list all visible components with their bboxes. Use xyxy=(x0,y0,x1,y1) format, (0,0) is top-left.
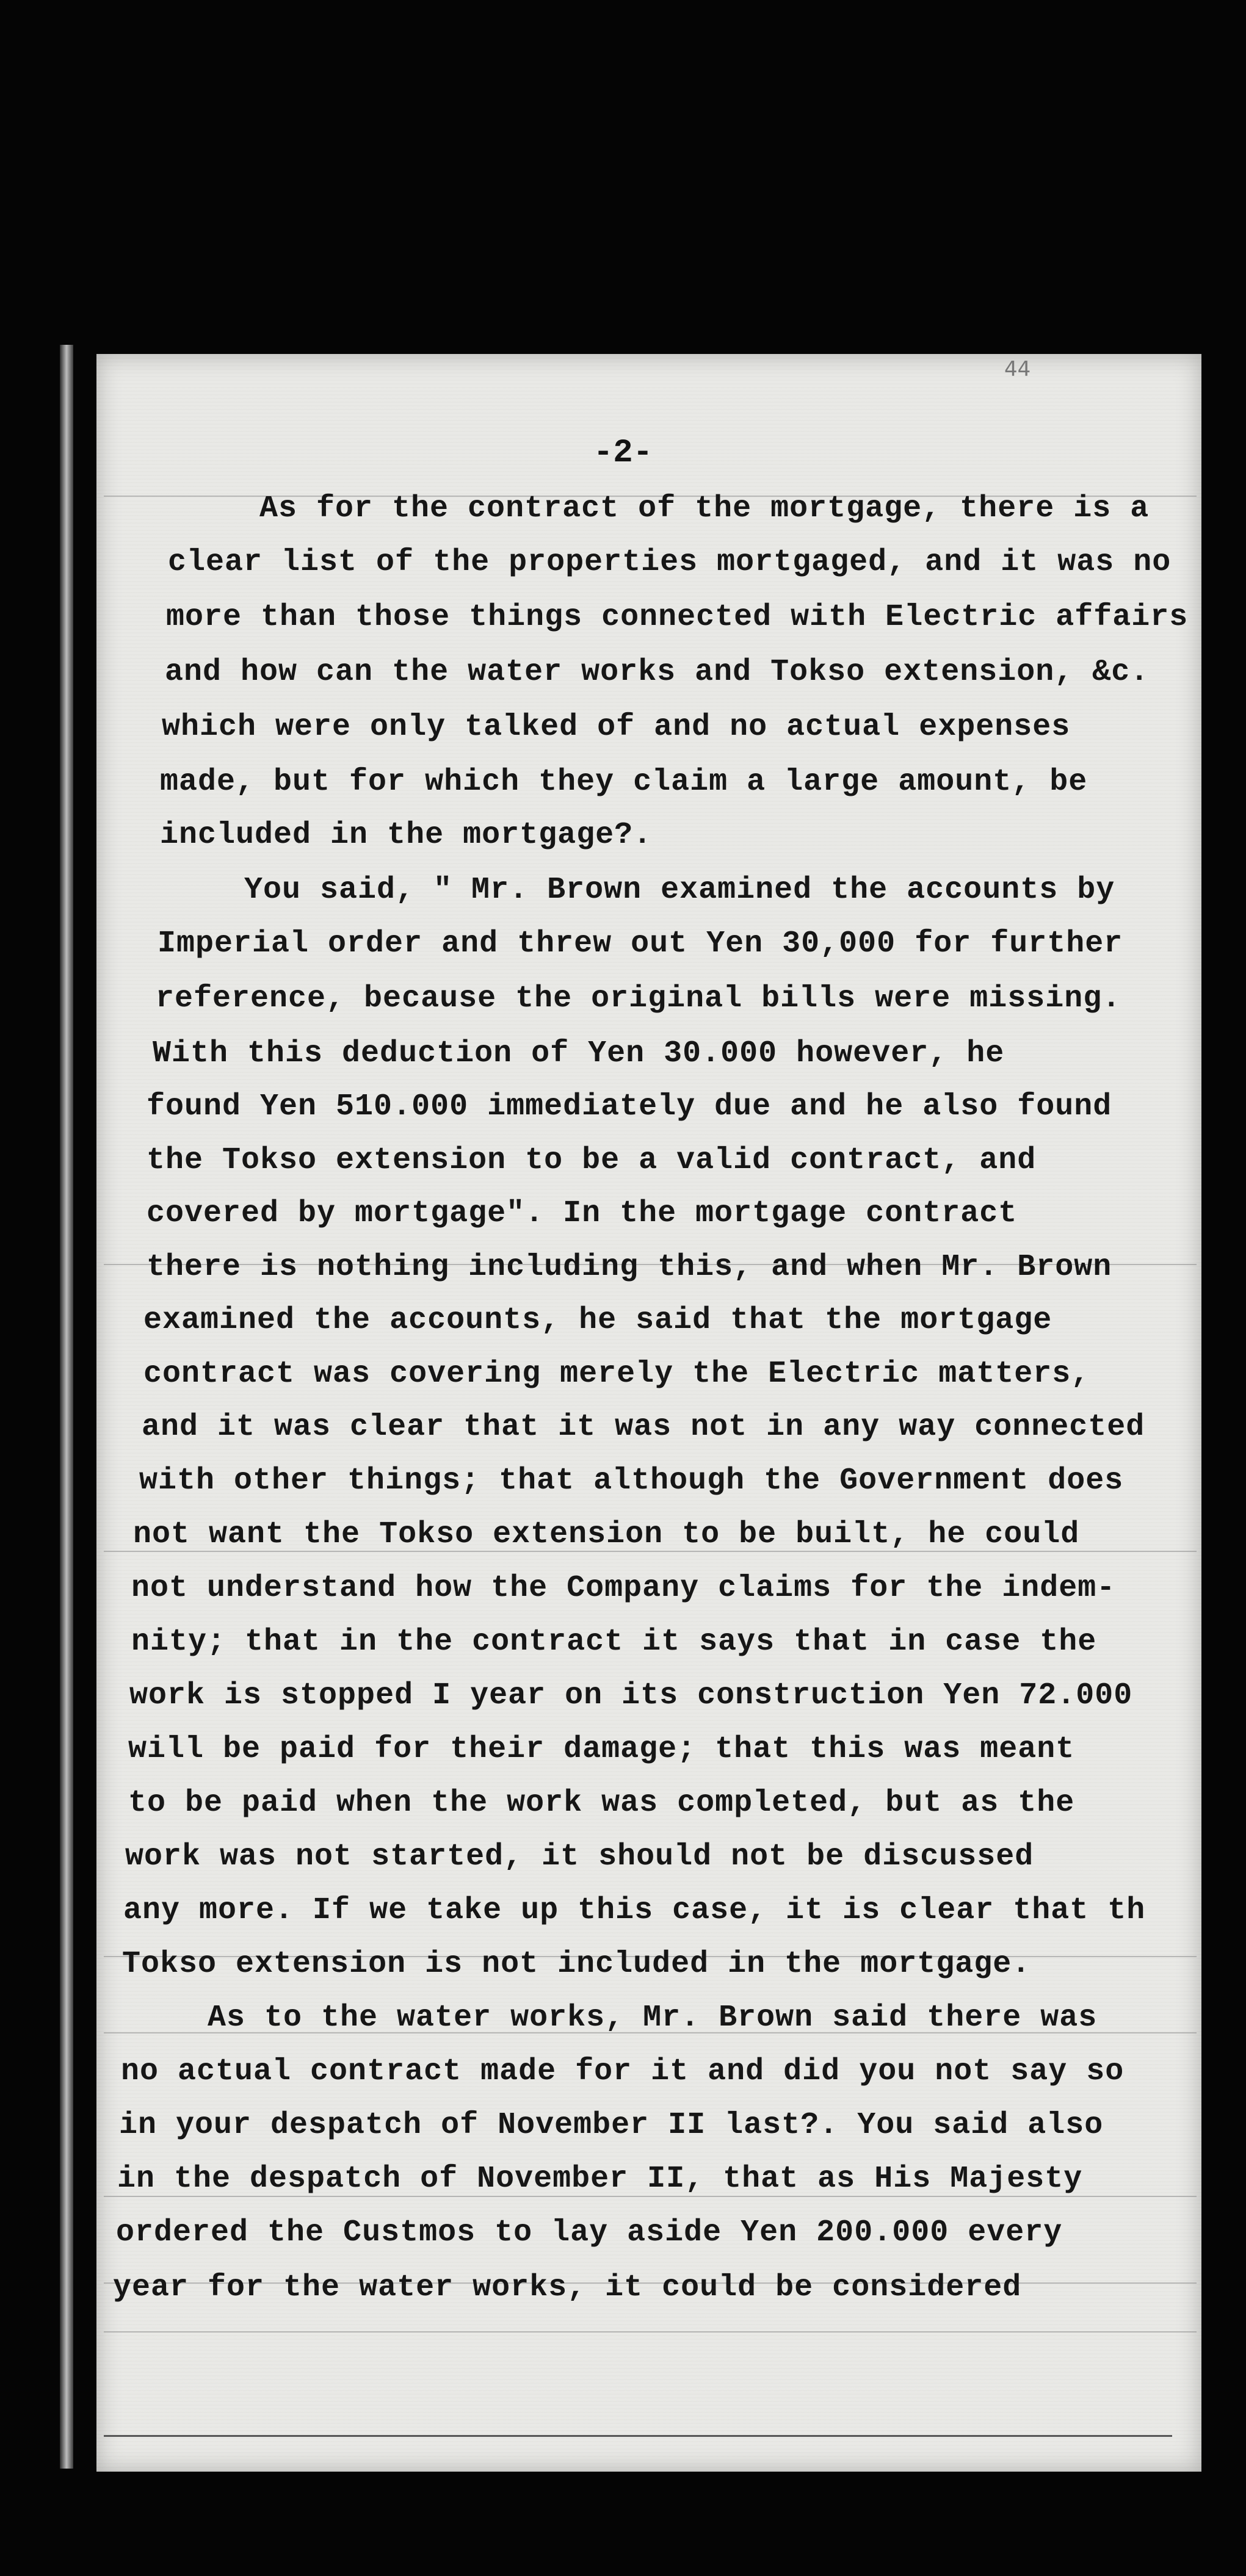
text-line: will be paid for their damage; that this was meant xyxy=(128,1732,1075,1767)
text-line: to be paid when the work was completed, but as the xyxy=(128,1786,1075,1820)
text-line: the Tokso extension to be a valid contract, and xyxy=(147,1143,1037,1178)
text-line: in the despatch of November II, that as His Majesty xyxy=(117,2162,1083,2196)
text-line: Tokso extension is not included in the mortgage. xyxy=(122,1947,1031,1982)
text-line: As for the contract of the mortgage, there is a xyxy=(259,491,1150,526)
text-line: year for the water works, it could be considered xyxy=(113,2270,1022,2305)
text-line: reference, because the original bills were missing. xyxy=(156,981,1121,1016)
text-line: with other things; that although the Government does xyxy=(139,1463,1124,1498)
text-line: and it was clear that it was not in any way connected xyxy=(142,1410,1145,1445)
film-edge xyxy=(60,345,73,2469)
text-line: found Yen 510.000 immediately due and he also found xyxy=(147,1089,1112,1124)
text-line: in your despatch of November II last?. You said also xyxy=(119,2108,1104,2143)
text-line: which were only talked of and no actual expenses xyxy=(162,710,1071,745)
text-line: any more. If we take up this case, it is clear that th xyxy=(123,1893,1146,1928)
text-line: there is nothing including this, and when Mr. Brown xyxy=(147,1250,1112,1285)
text-line: ordered the Custmos to lay aside Yen 200.000 every xyxy=(116,2215,1063,2250)
text-line: work was not started, it should not be discussed xyxy=(125,1839,1034,1874)
text-line: work is stopped I year on its construction Yen 72.000 xyxy=(129,1678,1133,1713)
page-number: -2- xyxy=(593,435,653,472)
text-line: more than those things connected with Electric affairs xyxy=(166,600,1189,635)
text-line: nity; that in the contract it says that in case the xyxy=(131,1625,1097,1659)
text-line: You said, " Mr. Brown examined the accounts by xyxy=(244,873,1115,907)
text-line: not want the Tokso extension to be built, he could xyxy=(133,1517,1080,1552)
text-line: made, but for which they claim a large amount, be xyxy=(160,765,1088,799)
ruled-line xyxy=(104,2331,1197,2332)
text-line: contract was covering merely the Electric matters, xyxy=(143,1357,1090,1391)
text-line: As to the water works, Mr. Brown said there was xyxy=(208,2001,1098,2035)
text-line: clear list of the properties mortgaged, and it was no xyxy=(168,545,1172,580)
text-line: not understand how the Company claims for the indem- xyxy=(131,1571,1116,1606)
corner-mark: 44 xyxy=(1004,357,1031,381)
bottom-rule xyxy=(104,2435,1172,2437)
text-line: With this deduction of Yen 30.000 however, he xyxy=(153,1036,1005,1071)
text-line: included in the mortgage?. xyxy=(160,818,653,853)
text-line: examined the accounts, he said that the mortgage xyxy=(143,1303,1052,1338)
text-line: covered by mortgage". In the mortgage contract xyxy=(147,1196,1018,1231)
text-line: and how can the water works and Tokso extension, &c. xyxy=(165,655,1150,690)
text-line: no actual contract made for it and did you not say so xyxy=(121,2054,1125,2089)
text-line: Imperial order and threw out Yen 30,000 for further xyxy=(158,926,1123,961)
